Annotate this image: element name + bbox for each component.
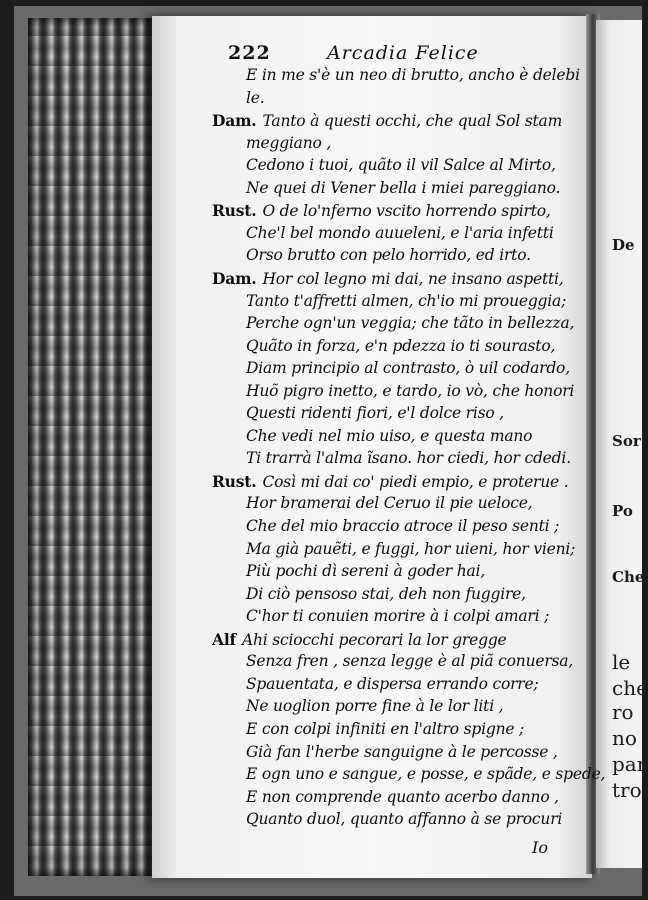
verse-text: Senza fren , senza legge è al piã conuersa,: [246, 652, 574, 671]
facing-page-fragment: Sor: [612, 432, 641, 450]
verse-text: Ma già pauẽti, e fuggi, hor uieni, hor vieni;: [246, 539, 576, 558]
speaker-label: Rust.: [212, 201, 257, 221]
verse-line: [246, 607, 549, 625]
verse-line: [246, 359, 570, 377]
verse-text: meggiano ,: [246, 133, 332, 152]
verse-line: [246, 652, 573, 670]
verse-text: E ogn uno e sangue, e posse, e spãde, e spede,: [246, 765, 606, 784]
verse-line: [246, 246, 531, 264]
facing-page-fragment: che: [612, 676, 648, 700]
facing-page-fragment: par: [612, 752, 647, 776]
verse-text: Di ciò pensoso stai, deh non fuggire,: [246, 584, 526, 603]
verse-line: [246, 562, 485, 580]
verse-line: [246, 292, 566, 310]
verse-line: [246, 337, 555, 355]
verse-line: [246, 494, 532, 512]
verse-line: [212, 630, 507, 649]
verse-line: [246, 788, 559, 806]
verse-line: [246, 404, 504, 422]
verse-text: le.: [246, 88, 265, 107]
facing-page-fragment: De: [612, 236, 635, 254]
verse-line: [246, 382, 574, 400]
verse-text: Più pochi dì sereni à goder hai,: [246, 562, 486, 581]
verse-line: [246, 156, 556, 174]
verse-line: [246, 134, 331, 152]
verse-text: Che vedi nel mio uiso, e questa mano: [246, 426, 533, 445]
speaker-label: Dam.: [212, 268, 257, 288]
verse-line: [212, 201, 551, 220]
page-number: 222: [228, 42, 271, 64]
page-fore-edge: [28, 18, 160, 876]
verse-text: O de lo'nferno vscito horrendo spirto,: [262, 202, 551, 221]
verse-line: [246, 224, 554, 242]
verse-text: Tanto t'affretti almen, ch'io mi proueggia;: [246, 291, 567, 310]
speaker-label: Rust.: [212, 471, 257, 491]
verse-line: [246, 743, 558, 761]
verse-text: Ne quei di Vener bella i miei pareggiano.: [246, 178, 561, 197]
verse-line: [212, 269, 564, 288]
verse-text: Che del mio braccio atroce il peso senti ;: [246, 517, 560, 535]
verse-text: Huõ pigro inetto, e tardo, io vò, che honori: [246, 381, 575, 400]
facing-page-fragment: ro: [612, 700, 634, 724]
verse-line: [246, 89, 264, 107]
verse-line: [246, 66, 580, 84]
facing-page-fragment: le: [612, 650, 631, 674]
verse-line: [246, 314, 574, 332]
catchword: Io: [532, 838, 548, 857]
verse-line: [246, 765, 605, 783]
verse-line: [212, 111, 562, 130]
verse-text: Hor col legno mi dai, ne insano aspetti,: [262, 269, 564, 288]
facing-page-fragment: Che: [612, 568, 645, 586]
verse-text: Quãto in forza, e'n pdezza io ti sourasto,: [246, 336, 556, 355]
speaker-label: Alf: [212, 629, 236, 649]
verse-line: [246, 675, 539, 693]
verse-text: E in me s'è un neo di brutto, ancho è delebi: [246, 66, 580, 84]
verse-text: Hor bramerai del Ceruo il pie ueloce,: [246, 494, 533, 513]
verse-line: [246, 540, 575, 558]
verse-text: Già fan l'herbe sanguigne à le percosse ,: [246, 742, 558, 761]
verse-line: [246, 517, 559, 535]
verse-text: Questi ridenti fiori, e'l dolce riso ,: [246, 404, 504, 423]
verse-text: Quanto duol, quanto affanno à se procuri: [246, 810, 563, 829]
verse-line: [246, 179, 560, 197]
verse-line: [246, 810, 562, 828]
running-title: Arcadia Felice: [327, 42, 479, 64]
verse-line: [246, 585, 526, 603]
facing-page-fragment: Po: [612, 502, 633, 520]
verse-line: [246, 697, 503, 715]
verse-text: Diam principio al contrasto, ò uil codardo,: [246, 359, 570, 378]
verse-text: Ne uoglion porre fine à le lor liti ,: [246, 697, 504, 716]
facing-page-fragment: no: [612, 726, 637, 750]
verse-line: [246, 720, 524, 738]
verse-text: Ahi sciocchi pecorari la lor gregge: [241, 630, 507, 649]
verse-text: Spauentata, e dispersa errando corre;: [246, 674, 539, 693]
verse-line: [212, 472, 568, 491]
verse-text: Cedono i tuoi, quãto il vil Salce al Mirto,: [246, 156, 556, 175]
verse-line: [246, 449, 571, 467]
verse-text: Ti trarrà l'alma ĩsano. hor ciedi, hor cdedi.: [246, 449, 571, 468]
verse-line: [246, 427, 532, 445]
verse-text: Tanto à questi occhi, che qual Sol stam: [262, 112, 563, 131]
speaker-label: Dam.: [212, 111, 257, 131]
verse-text: C'hor ti conuien morire à i colpi amari ;: [246, 607, 550, 626]
verse-text: Perche ogn'un veggia; che tãto in bellezza,: [246, 314, 575, 333]
verse-text: Che'l bel mondo auueleni, e l'aria infetti: [246, 223, 554, 242]
verse-text: E non comprende quanto acerbo danno ,: [246, 787, 559, 806]
facing-page-fragment: tro: [612, 778, 642, 802]
verse-text: Così mi dai co' piedi empio, e proterue .: [262, 472, 569, 491]
verse-text: Orso brutto con pelo horrido, ed irto.: [246, 246, 531, 265]
verse-text: E con colpi infiniti en l'altro spigne ;: [246, 719, 525, 738]
